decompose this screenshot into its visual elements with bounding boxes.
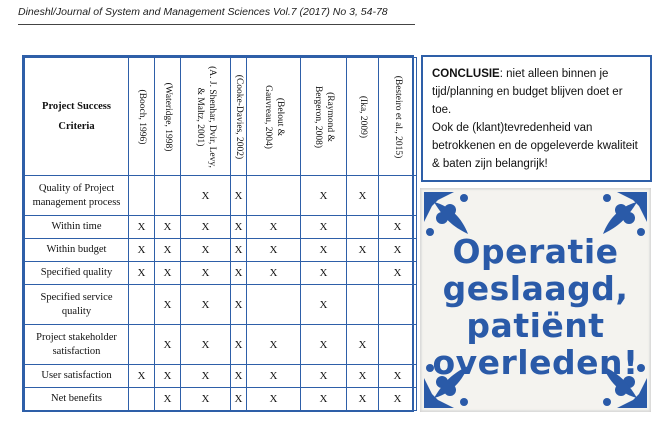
table-row (25, 176, 417, 216)
mark-cell: X (181, 262, 231, 285)
criterion-cell: Specified quality (25, 262, 129, 285)
mark-cell (347, 285, 379, 325)
source-label: (Raymond & Bergeron, 2008) (312, 85, 335, 148)
table-row (25, 285, 417, 325)
source-label: (Booch, 1996) (136, 89, 147, 144)
mark-cell: X (231, 216, 247, 239)
source-header (181, 58, 231, 176)
mark-cell: X (181, 216, 231, 239)
criterion-cell: Net benefits (25, 388, 129, 411)
mark-cell: X (301, 262, 347, 285)
mark-cell: X (301, 325, 347, 365)
source-label: (A. J. Shenhar, Dvir, Levy, & Maltz, 2001) (194, 65, 217, 168)
mark-cell: X (231, 176, 247, 216)
mark-cell: X (247, 325, 301, 365)
mark-cell: X (155, 285, 181, 325)
source-label: (Besteiro et al., 2015) (392, 75, 403, 158)
criteria-header: Project Success Criteria (25, 58, 129, 176)
mark-cell: X (379, 365, 417, 388)
mark-cell: X (181, 388, 231, 411)
mark-cell: X (155, 388, 181, 411)
mark-cell: X (155, 365, 181, 388)
table-row (25, 325, 417, 365)
journal-header: Dineshl/Journal of System and Management Sciences Vol.7 (2017) No 3, 54-78 (18, 6, 388, 18)
table-row (25, 239, 417, 262)
mark-cell: X (181, 285, 231, 325)
mark-cell: X (379, 262, 417, 285)
ornament-top-right (603, 192, 647, 236)
mark-cell (347, 262, 379, 285)
conclusion-text-1: : niet alleen binnen je tijd/planning en budget blijven doet er toe. (432, 68, 623, 116)
mark-cell: X (155, 239, 181, 262)
source-header (231, 58, 247, 176)
table-row (25, 365, 417, 388)
mark-cell (129, 176, 155, 216)
mark-cell (247, 176, 301, 216)
mark-cell: X (347, 365, 379, 388)
mark-cell: X (379, 216, 417, 239)
ornament-top-left (424, 192, 468, 236)
header-rule (18, 24, 415, 25)
mark-cell (379, 176, 417, 216)
slogan-line: geslaagd, (442, 269, 629, 308)
source-label: (Cooke-Davies, 2002) (233, 74, 244, 159)
criterion-cell: Quality of Project management process (25, 176, 129, 216)
mark-cell (247, 285, 301, 325)
source-label: (Belout & Gauvreau, 2004) (262, 84, 285, 149)
source-label: (Wateridge, 1998) (162, 82, 173, 151)
conclusion-box (421, 55, 652, 182)
mark-cell: X (129, 239, 155, 262)
mark-cell: X (247, 365, 301, 388)
criterion-cell: Project stakeholder satisfaction (25, 325, 129, 365)
mark-cell: X (181, 325, 231, 365)
mark-cell: X (231, 262, 247, 285)
mark-cell: X (231, 365, 247, 388)
mark-cell: X (247, 262, 301, 285)
mark-cell: X (301, 365, 347, 388)
mark-cell (129, 388, 155, 411)
conclusion-text-2: Ook de (klant)tevredenheid van betrokkenen en de opgeleverde kwaliteit & baten zijn belangrijk! (432, 122, 638, 170)
delft-tile-image (420, 188, 651, 412)
mark-cell: X (155, 262, 181, 285)
tile-slogan (420, 233, 651, 381)
mark-cell: X (181, 176, 231, 216)
table-row (25, 262, 417, 285)
source-header (129, 58, 155, 176)
slogan-line: patiënt (466, 306, 605, 345)
mark-cell (347, 216, 379, 239)
mark-cell: X (247, 216, 301, 239)
mark-cell: X (231, 325, 247, 365)
mark-cell: X (129, 262, 155, 285)
mark-cell (155, 176, 181, 216)
source-header (347, 58, 379, 176)
source-header (247, 58, 301, 176)
mark-cell: X (155, 216, 181, 239)
mark-cell: X (347, 388, 379, 411)
mark-cell: X (301, 388, 347, 411)
slogan-line: overleden! (432, 343, 639, 382)
mark-cell: X (155, 325, 181, 365)
mark-cell: X (301, 239, 347, 262)
slogan-line: Operatie (452, 232, 619, 271)
criterion-cell: Within budget (25, 239, 129, 262)
source-header (301, 58, 347, 176)
table-row (25, 388, 417, 411)
source-label: (Ika, 2009) (357, 95, 368, 138)
mark-cell: X (379, 239, 417, 262)
mark-cell: X (181, 365, 231, 388)
mark-cell: X (231, 239, 247, 262)
table-header-row (25, 58, 417, 176)
mark-cell: X (231, 388, 247, 411)
source-header (155, 58, 181, 176)
mark-cell (379, 285, 417, 325)
mark-cell: X (129, 365, 155, 388)
mark-cell (129, 325, 155, 365)
mark-cell: X (129, 216, 155, 239)
source-header (379, 58, 417, 176)
success-criteria-table (22, 55, 414, 412)
criterion-cell: User satisfaction (25, 365, 129, 388)
mark-cell: X (301, 216, 347, 239)
criterion-cell: Within time (25, 216, 129, 239)
mark-cell: X (379, 388, 417, 411)
mark-cell: X (247, 239, 301, 262)
mark-cell: X (347, 176, 379, 216)
mark-cell: X (301, 176, 347, 216)
mark-cell: X (347, 239, 379, 262)
conclusion-label: CONCLUSIE (432, 68, 500, 80)
mark-cell: X (347, 325, 379, 365)
criterion-cell: Specified service quality (25, 285, 129, 325)
mark-cell: X (301, 285, 347, 325)
mark-cell: X (247, 388, 301, 411)
table-row (25, 216, 417, 239)
mark-cell: X (231, 285, 247, 325)
mark-cell (379, 325, 417, 365)
mark-cell: X (181, 239, 231, 262)
mark-cell (129, 285, 155, 325)
